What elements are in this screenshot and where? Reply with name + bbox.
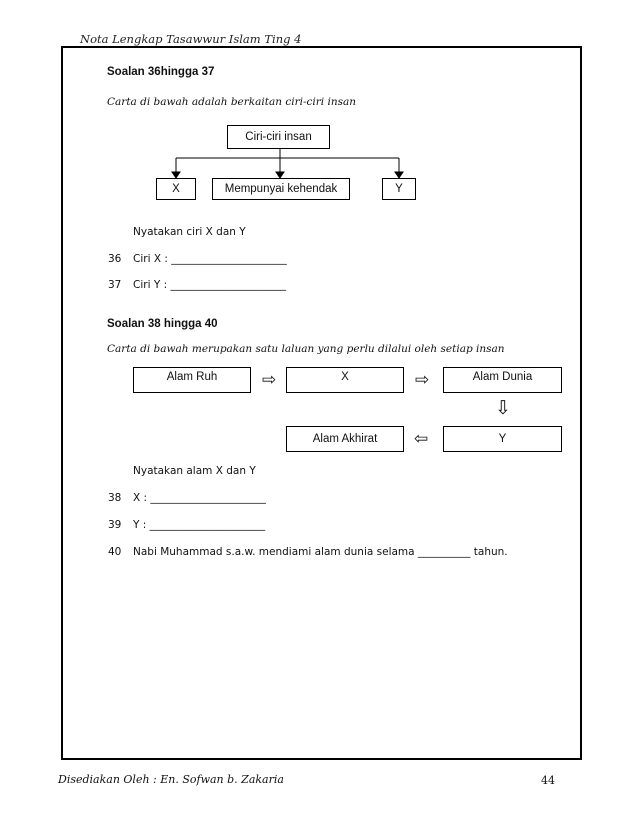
- right-arrow-icon-2: ⇨: [415, 370, 430, 389]
- question-36-text: Ciri X : ______________________: [133, 253, 287, 265]
- right-arrow-icon: ⇨: [262, 370, 277, 389]
- tree-root-box: [227, 125, 330, 149]
- question-38-text: X : ______________________: [133, 492, 266, 504]
- footer-author: Disediakan Oleh : En. Sofwan b. Zakaria: [58, 773, 284, 786]
- flow-alam-ruh-box: [133, 367, 251, 393]
- flow-alam-ruh-label: Alam Ruh: [166, 371, 218, 383]
- question-39-number: 39: [108, 519, 122, 531]
- tree-child-x-label: X: [172, 183, 180, 195]
- tree-child-y-box: [382, 178, 416, 200]
- question-36-number: 36: [108, 253, 122, 265]
- tree-root-label: Ciri-ciri insan: [245, 131, 312, 143]
- flow-y-box: [443, 426, 562, 452]
- question-40-number: 40: [108, 546, 122, 558]
- flow-alam-dunia-box: [443, 367, 562, 393]
- section2-title: Soalan 38 hingga 40: [107, 318, 218, 330]
- flow-alam-akhirat-label: Alam Akhirat: [312, 433, 378, 445]
- flow-alam-dunia-label: Alam Dunia: [472, 371, 533, 383]
- section2-instruction: Carta di bawah merupakan satu laluan yang perlu dilalui oleh setiap insan: [107, 343, 505, 355]
- question-38-number: 38: [108, 492, 122, 504]
- page-number: 44: [541, 774, 555, 787]
- section1-prompt: Nyatakan ciri X dan Y: [133, 226, 246, 238]
- flow-x-label: X: [341, 371, 349, 383]
- section2-prompt: Nyatakan alam X dan Y: [133, 465, 256, 477]
- question-37-text: Ciri Y : ______________________: [133, 279, 286, 291]
- tree-child-x-box: [156, 178, 196, 200]
- flow-y-label: Y: [498, 433, 507, 445]
- section1-instruction: Carta di bawah adalah berkaitan ciri-ciri insan: [107, 96, 357, 108]
- tree-child-mid-box: [212, 178, 350, 200]
- document-header-title: Nota Lengkap Tasawwur Islam Ting 4: [80, 32, 302, 46]
- down-arrow-icon: ⇩: [495, 398, 511, 419]
- question-39-text: Y : ______________________: [133, 519, 266, 531]
- section1-title: Soalan 36hingga 37: [107, 66, 215, 78]
- flow-alam-akhirat-box: [286, 426, 404, 452]
- left-arrow-icon: ⇦: [414, 429, 429, 448]
- tree-child-y-label: Y: [395, 183, 403, 195]
- flow-x-box: [286, 367, 404, 393]
- question-37-number: 37: [108, 279, 122, 291]
- question-40-text: Nabi Muhammad s.a.w. mendiami alam dunia selama __________ tahun.: [133, 546, 508, 558]
- tree-child-mid-label: Mempunyai kehendak: [224, 183, 338, 195]
